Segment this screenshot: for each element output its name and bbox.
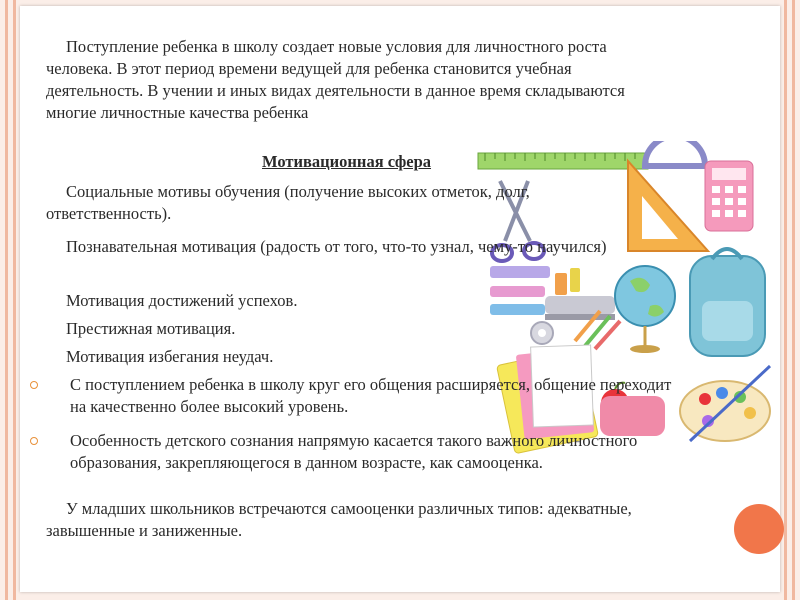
section-heading: Мотивационная сфера [262, 152, 432, 171]
slide [20, 6, 780, 592]
frame-stripe [784, 0, 787, 600]
frame-stripe [5, 0, 8, 600]
palette-icon [680, 366, 770, 441]
bullet-icon [30, 381, 38, 389]
globe-icon [615, 266, 675, 353]
motive-item: Социальные мотивы обучения (получение высоких отметок, долг, ответственность). [46, 182, 530, 223]
protractor-icon [645, 141, 705, 166]
calculator-icon [705, 161, 753, 231]
frame-stripe [13, 0, 16, 600]
closing-paragraph: У младших школьников встречаются самооценки различных типов: адекватные, завышенные и заниженные. [46, 499, 632, 540]
intro-paragraph: Поступление ребенка в школу создает новые условия для личностного роста человека. В этот период времени ведущей для ребенка становится учебная деятельность. В учении и иных видах деятельности в данное время складываются многие личностные качества ребенка [46, 37, 625, 122]
ruler-icon [478, 153, 648, 169]
bullet-icon [30, 437, 38, 445]
bullet-text: Особенность детского сознания напрямую касается такого важного личностного образования, закрепляющегося в данном возрасте, как самооценка. [70, 431, 638, 472]
motive-item: Престижная мотивация. [66, 319, 236, 338]
frame-stripe [792, 0, 795, 600]
motive-item: Мотивация достижений успехов. [66, 291, 298, 310]
backpack-icon [690, 249, 765, 356]
motive-item: Мотивация избегания неудач. [66, 347, 274, 366]
stapler-icon [545, 296, 615, 320]
bullet-text: С поступлением ребенка в школу круг его общения расширяется, общение переходит на качественно более высокий уровень. [70, 375, 672, 416]
motive-item: Познавательная мотивация (радость от того, что-то узнал, чему-то научился) [66, 237, 607, 256]
tape-icon [531, 322, 553, 344]
accent-circle [734, 504, 784, 554]
